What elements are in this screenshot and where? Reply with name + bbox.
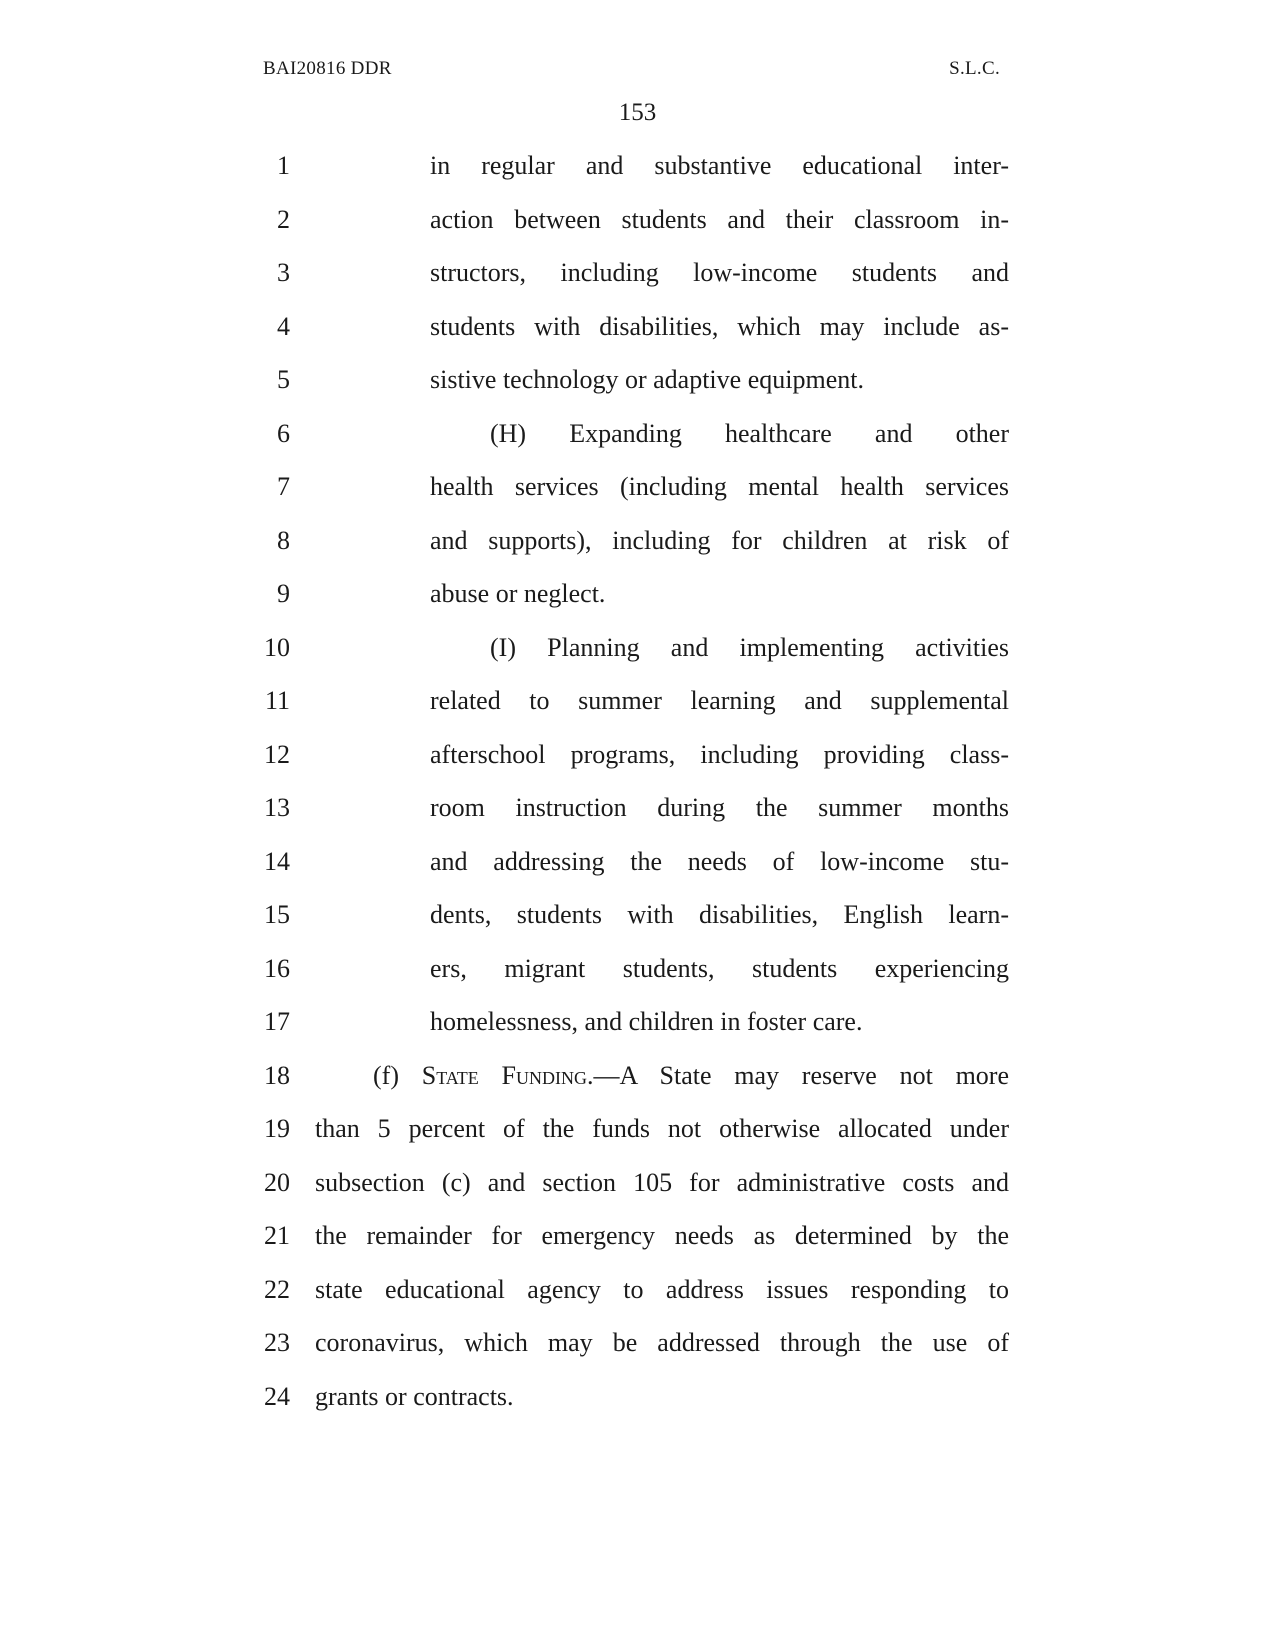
line-number: 2 bbox=[277, 205, 290, 234]
text-line-18 bbox=[0, 1056, 1275, 1096]
line-text: (I) Planning and implementing activities bbox=[490, 633, 1009, 662]
line-text: (H) Expanding healthcare and other bbox=[490, 419, 1009, 448]
line-text: homelessness, and children in foster care. bbox=[430, 1007, 863, 1036]
line-number: 24 bbox=[264, 1382, 290, 1411]
line-number: 5 bbox=[277, 365, 290, 394]
line-text: room instruction during the summer months bbox=[430, 793, 1009, 822]
line-number: 13 bbox=[264, 793, 290, 822]
text-line-11 bbox=[0, 681, 1275, 721]
text-line-17 bbox=[0, 1002, 1275, 1042]
subsection-text: —A State may reserve not more bbox=[593, 1061, 1009, 1090]
line-text: abuse or neglect. bbox=[430, 579, 606, 608]
text-line-12 bbox=[0, 735, 1275, 775]
line-number: 19 bbox=[264, 1114, 290, 1143]
text-line-24 bbox=[0, 1377, 1275, 1417]
line-number: 10 bbox=[264, 633, 290, 662]
text-line-5 bbox=[0, 360, 1275, 400]
line-number: 18 bbox=[264, 1061, 290, 1090]
text-line-19 bbox=[0, 1109, 1275, 1149]
line-number: 11 bbox=[264, 686, 290, 715]
line-text: health services (including mental health services bbox=[430, 472, 1009, 501]
text-line-2 bbox=[0, 200, 1275, 240]
text-line-23 bbox=[0, 1323, 1275, 1363]
line-number: 4 bbox=[277, 312, 290, 341]
text-line-10 bbox=[0, 628, 1275, 668]
line-text: students with disabilities, which may include as- bbox=[430, 312, 1009, 341]
text-line-22 bbox=[0, 1270, 1275, 1310]
text-line-8 bbox=[0, 521, 1275, 561]
text-line-13 bbox=[0, 788, 1275, 828]
line-number: 1 bbox=[277, 151, 290, 180]
line-text: in regular and substantive educational inter- bbox=[430, 151, 1009, 180]
line-number: 21 bbox=[264, 1221, 290, 1250]
line-number: 16 bbox=[264, 954, 290, 983]
slc-label: S.L.C. bbox=[949, 58, 1000, 79]
page-number: 153 bbox=[618, 99, 657, 126]
line-text: action between students and their classroom in- bbox=[430, 205, 1009, 234]
line-text: afterschool programs, including providing class- bbox=[430, 740, 1009, 769]
line-number: 3 bbox=[277, 258, 290, 287]
subsection-heading: State Funding. bbox=[421, 1061, 594, 1090]
text-line-6 bbox=[0, 414, 1275, 454]
document-id: BAI20816 DDR bbox=[263, 58, 392, 79]
line-number: 23 bbox=[264, 1328, 290, 1357]
line-text: sistive technology or adaptive equipment. bbox=[430, 365, 864, 394]
line-number: 9 bbox=[277, 579, 290, 608]
line-number: 17 bbox=[264, 1007, 290, 1036]
line-text: structors, including low-income students and bbox=[430, 258, 1009, 287]
line-number: 7 bbox=[277, 472, 290, 501]
line-text: dents, students with disabilities, English learn- bbox=[430, 900, 1009, 929]
line-text: subsection (c) and section 105 for administrative costs and bbox=[315, 1168, 1009, 1197]
line-number: 6 bbox=[277, 419, 290, 448]
line-number: 15 bbox=[264, 900, 290, 929]
text-line-4 bbox=[0, 307, 1275, 347]
text-line-20 bbox=[0, 1163, 1275, 1203]
text-line-7 bbox=[0, 467, 1275, 507]
text-line-15 bbox=[0, 895, 1275, 935]
line-text: coronavirus, which may be addressed through the use of bbox=[315, 1328, 1009, 1357]
line-text: than 5 percent of the funds not otherwise allocated under bbox=[315, 1114, 1009, 1143]
text-line-1 bbox=[0, 146, 1275, 186]
line-number: 14 bbox=[264, 847, 290, 876]
text-line-21 bbox=[0, 1216, 1275, 1256]
text-line-16 bbox=[0, 949, 1275, 989]
line-text bbox=[373, 1056, 1009, 1096]
line-text: the remainder for emergency needs as determined by the bbox=[315, 1221, 1009, 1250]
line-number: 12 bbox=[264, 740, 290, 769]
line-text: related to summer learning and supplemental bbox=[430, 686, 1009, 715]
text-line-3 bbox=[0, 253, 1275, 293]
line-number: 22 bbox=[264, 1275, 290, 1304]
line-text: grants or contracts. bbox=[315, 1382, 514, 1411]
line-text: and supports), including for children at risk of bbox=[430, 526, 1009, 555]
line-text: ers, migrant students, students experiencing bbox=[430, 954, 1009, 983]
text-line-14 bbox=[0, 842, 1275, 882]
line-text: and addressing the needs of low-income stu- bbox=[430, 847, 1009, 876]
line-number: 8 bbox=[277, 526, 290, 555]
line-number: 20 bbox=[264, 1168, 290, 1197]
text-line-9 bbox=[0, 574, 1275, 614]
line-text: state educational agency to address issues responding to bbox=[315, 1275, 1009, 1304]
subsection-prefix: (f) bbox=[373, 1061, 422, 1090]
